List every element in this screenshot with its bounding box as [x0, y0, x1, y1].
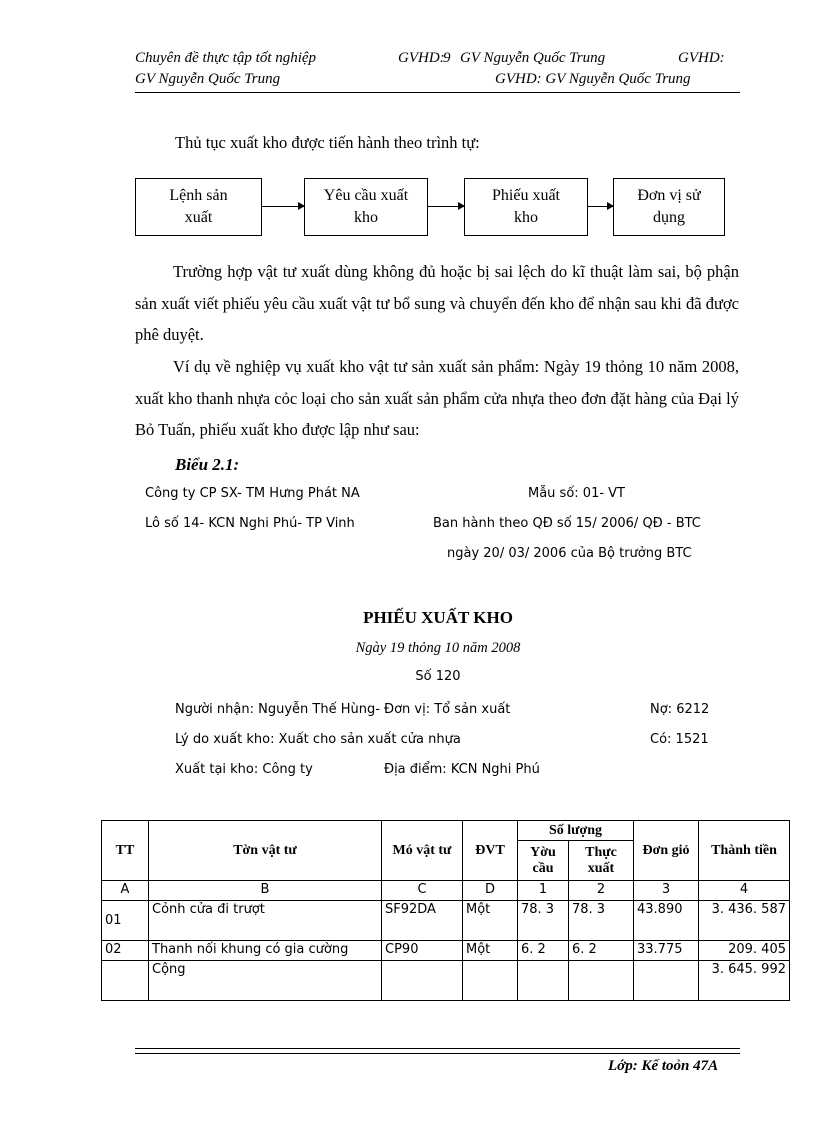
row-actual: 6. 2	[569, 941, 634, 961]
paragraph-exception-case: Trường hợp vật tư xuất dùng không đủ hoặc bị sai lệch do kĩ thuật làm sai, bộ phận sản xuất viết phiếu yêu cầu xuất vật tư bổ sung và chuyển đến kho để nhận sau khi đã được phê duyệt.	[135, 262, 739, 344]
row-name: Thanh nối khung có gia cường	[149, 941, 382, 961]
flow-box-production-order	[135, 178, 262, 236]
row-tt: 01	[102, 901, 149, 941]
voucher-debit: Nợ: 6212	[650, 702, 710, 717]
company-address: Lô số 14- KCN Nghi Phú- TP Vinh	[145, 516, 355, 531]
row-code: SF92DA	[382, 901, 463, 941]
header-supervisor-right: GVHD: GV Nguyễn Quốc Trung	[495, 71, 691, 87]
flow-box-1-line2: xuất	[184, 209, 213, 226]
row-code: CP90	[382, 941, 463, 961]
flow-box-2-line2: kho	[354, 209, 378, 226]
items-table	[101, 820, 790, 1001]
voucher-date: Ngày 19 thỏng 10 năm 2008	[355, 640, 521, 656]
col-header-unit: ĐVT	[463, 821, 518, 881]
voucher-location: Địa điểm: KCN Nghi Phú	[384, 762, 540, 777]
flow-box-4-line1: Đơn vị sử	[637, 187, 701, 204]
header-gvhd-label: GVHD:	[398, 50, 445, 66]
voucher-number: Số 120	[415, 669, 461, 684]
col-header-amount: Thành tiền	[699, 821, 790, 881]
table-row	[102, 901, 790, 941]
footer-rule	[135, 1048, 740, 1054]
flow-box-using-unit	[613, 178, 725, 236]
table-row	[102, 941, 790, 961]
flow-box-3-line2: kho	[514, 209, 538, 226]
total-empty	[382, 961, 463, 1001]
total-empty	[569, 961, 634, 1001]
letter-cell: C	[382, 881, 463, 901]
col-header-quantity: Số lượng	[518, 821, 634, 841]
total-empty	[463, 961, 518, 1001]
total-empty	[634, 961, 699, 1001]
row-price: 33.775	[634, 941, 699, 961]
row-price: 43.890	[634, 901, 699, 941]
flow-box-3-line1: Phiếu xuất	[492, 187, 560, 204]
header-topic: Chuyên đề thực tập tốt nghiệp	[135, 50, 317, 66]
row-unit: Một	[463, 941, 518, 961]
flow-arrow-2	[428, 206, 464, 207]
col-header-code: Mó vật tư	[382, 821, 463, 881]
decree-reference: Ban hành theo QĐ số 15/ 2006/ QĐ - BTC	[433, 516, 701, 531]
voucher-reason: Lý do xuất kho: Xuất cho sản xuất cửa nhựa	[175, 732, 461, 747]
flow-arrow-1	[262, 206, 304, 207]
header-supervisor: GV Nguyễn Quốc Trung	[460, 50, 606, 66]
header-gvhd-label-2: GVHD:	[678, 50, 725, 66]
flow-box-export-slip	[464, 178, 588, 236]
row-requested: 78. 3	[518, 901, 569, 941]
letter-cell: 4	[699, 881, 790, 901]
voucher-title: PHIẾU XUẤT KHO	[363, 608, 513, 627]
flow-box-2-line1: Yêu cầu xuất	[323, 187, 409, 204]
flow-box-export-request	[304, 178, 428, 236]
row-amount: 3. 436. 587	[699, 901, 790, 941]
total-label: Cộng	[149, 961, 382, 1001]
page-number: 9	[443, 50, 451, 66]
intro-text: Thủ tục xuất kho được tiến hành theo trình tự:	[175, 133, 480, 152]
voucher-recipient: Người nhận: Nguyễn Thế Hùng- Đơn vị: Tổ sản xuất	[175, 702, 511, 717]
col-header-actual: Thực xuất	[569, 841, 634, 881]
form-number: Mẫu số: 01- VT	[528, 486, 625, 501]
total-amount: 3. 645. 992	[699, 961, 790, 1001]
voucher-warehouse: Xuất tại kho: Công ty	[175, 762, 313, 777]
total-empty	[102, 961, 149, 1001]
footer-class: Lớp: Kế toỏn 47A	[608, 1058, 719, 1074]
letter-cell: 2	[569, 881, 634, 901]
form-label: Biểu 2.1:	[175, 455, 240, 474]
row-requested: 6. 2	[518, 941, 569, 961]
col-header-tt: TT	[102, 821, 149, 881]
letter-cell: A	[102, 881, 149, 901]
total-empty	[518, 961, 569, 1001]
flow-box-4-line2: dụng	[652, 209, 685, 226]
flow-box-1-line1: Lệnh sản	[169, 187, 228, 204]
header-rule	[135, 92, 740, 93]
decree-date: ngày 20/ 03/ 2006 của Bộ trưởng BTC	[447, 546, 692, 561]
paragraph-example: Ví dụ về nghiệp vụ xuất kho vật tư sản xuất sản phẩm: Ngày 19 thỏng 10 năm 2008, xuất kho thanh nhựa cỏc loại cho sản xuất sản phẩm cửa nhựa theo đơn đặt hàng của Đại lý Bỏ Tuấn, phiếu xuất kho được lập như sau:	[135, 357, 739, 439]
letter-cell: 3	[634, 881, 699, 901]
col-header-price: Đơn giỏ	[634, 821, 699, 881]
letter-cell: B	[149, 881, 382, 901]
letter-cell: 1	[518, 881, 569, 901]
header-supervisor-line2: GV Nguyễn Quốc Trung	[135, 71, 281, 87]
flow-arrow-3	[588, 206, 613, 207]
row-tt: 02	[102, 941, 149, 961]
letter-cell: D	[463, 881, 518, 901]
row-amount: 209. 405	[699, 941, 790, 961]
voucher-credit: Có: 1521	[650, 732, 709, 747]
row-unit: Một	[463, 901, 518, 941]
company-name: Công ty CP SX- TM Hưng Phát NA	[145, 486, 360, 501]
col-header-name: Tờn vật tư	[149, 821, 382, 881]
row-actual: 78. 3	[569, 901, 634, 941]
table-header-row	[102, 821, 790, 841]
table-total-row	[102, 961, 790, 1001]
row-name: Cỏnh cửa đi trượt	[149, 901, 382, 941]
table-letter-row	[102, 881, 790, 901]
col-header-requested: Yờu cầu	[518, 841, 569, 881]
